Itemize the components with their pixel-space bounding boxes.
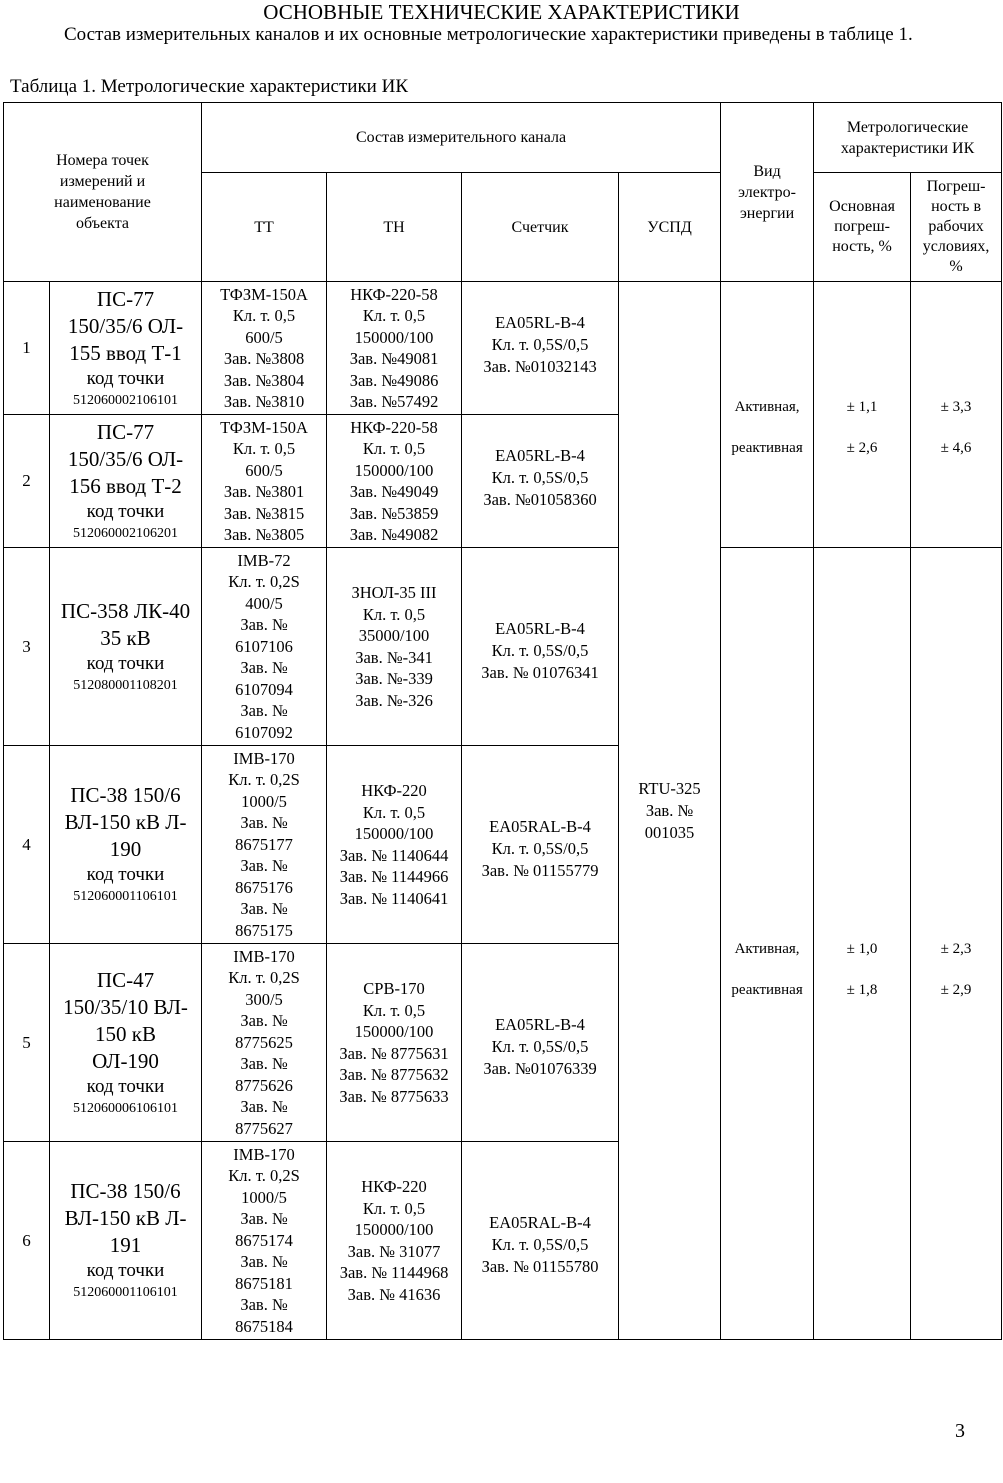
table-row (4, 282, 1002, 415)
point-code: 512060001106101 (73, 889, 178, 904)
code-label: код точки (86, 367, 165, 389)
uspd-cell: RTU-325 Зав. № 001035 (619, 282, 721, 1340)
tn-cell (327, 415, 462, 548)
line: Зав. №57492 (349, 392, 439, 411)
line: ПС-77 (96, 286, 155, 311)
code-label: код точки (86, 1260, 165, 1281)
row-number: 3 (4, 548, 50, 746)
line: Кл. т. 0,2S (228, 770, 300, 790)
object-name (50, 548, 202, 746)
point-code: 512060006106101 (73, 1100, 178, 1116)
line: Кл. т. 0,5 (232, 439, 296, 458)
line: 8775626 (235, 1075, 293, 1095)
line: 156 ввод Т-2 (69, 473, 182, 498)
line: Зав. № (240, 813, 288, 833)
line: Зав. №-326 (355, 690, 433, 710)
tt-cell (202, 746, 327, 944)
line: Зав. №01032143 (483, 357, 597, 376)
line: 150000/100 (354, 327, 434, 347)
line: Кл. т. 0,5S/0,5 (491, 839, 589, 858)
line: Зав. № (240, 1054, 288, 1074)
tn-cell (327, 1142, 462, 1340)
tn-cell (327, 746, 462, 944)
line: EA05RAL-B-4 (489, 817, 591, 836)
meter-cell (462, 1142, 619, 1340)
line: 191 (109, 1233, 142, 1257)
code-label: код точки (86, 1075, 165, 1097)
line: 8775625 (235, 1032, 293, 1052)
header-basic-error: Основная погреш-ность, % (814, 173, 911, 282)
object-name (50, 415, 202, 548)
point-code: 512060001106101 (73, 1285, 178, 1300)
meter-cell (462, 548, 619, 746)
row-number: 5 (4, 944, 50, 1142)
tt-cell (202, 415, 327, 548)
line: 150000/100 (354, 1220, 434, 1239)
line: НКФ-220-58 (350, 417, 438, 437)
line: ПС-38 150/6 (70, 783, 181, 807)
line: Зав. № 31077 (347, 1241, 441, 1261)
line: 1000/5 (241, 791, 287, 811)
line: 600/5 (245, 327, 283, 347)
working-error-cell: ± 3,3 ± 4,6 (911, 282, 1002, 548)
line: Зав. №49081 (349, 349, 439, 368)
tn-cell (327, 548, 462, 746)
line: EA05RL-B-4 (495, 446, 585, 465)
line: Зав. № 41636 (347, 1284, 441, 1304)
header-tn: ТН (327, 173, 462, 282)
row-number: 2 (4, 415, 50, 548)
line: Зав. №3801 (223, 482, 305, 501)
line: ТФЗМ-150А (220, 284, 308, 304)
line: Кл. т. 0,2S (228, 968, 300, 988)
basic-error-cell: ± 1,1 ± 2,6 (814, 282, 911, 548)
header-tt: ТТ (202, 173, 327, 282)
page-number: 3 (955, 1420, 965, 1442)
line: ПС-358 ЛК-40 (60, 598, 191, 623)
line: Кл. т. 0,5 (362, 306, 426, 325)
header-energy: Вид электро-энергии (721, 103, 814, 282)
line: 8675181 (235, 1273, 293, 1293)
line: EA05RL-B-4 (495, 619, 585, 638)
line: НКФ-220 (361, 1177, 427, 1196)
line: Зав. № (240, 1252, 288, 1272)
line: Зав. № (240, 899, 288, 919)
header-metrology: Метрологические характеристики ИК (814, 103, 1002, 173)
line: IMB-170 (233, 946, 295, 966)
line: ВЛ-150 кВ Л- (64, 810, 187, 834)
line: Зав. № 8775631 (339, 1043, 449, 1063)
line: 150/35/10 ВЛ- (63, 994, 188, 1019)
line: Зав. № 8775633 (339, 1086, 449, 1106)
point-code: 512060002106201 (73, 525, 178, 541)
intro-paragraph: Состав измерительных каналов и их основные метрологические характеристики приведены в таблице 1. (64, 24, 913, 45)
row-number: 6 (4, 1142, 50, 1340)
line: Зав. №3804 (223, 370, 305, 390)
line: 150000/100 (354, 824, 434, 843)
line: Зав. №3808 (223, 349, 305, 368)
line: Зав. № (240, 1295, 288, 1315)
code-label: код точки (86, 500, 165, 522)
line: Зав. № (240, 856, 288, 876)
line: Зав. №-341 (355, 647, 433, 667)
line: Зав. № (240, 1097, 288, 1117)
line: Зав. № 8775632 (339, 1065, 449, 1084)
table-caption: Таблица 1. Метрологические характеристики ИК (10, 76, 408, 97)
line: ТФЗМ-150А (220, 417, 308, 437)
page-title: ОСНОВНЫЕ ТЕХНИЧЕСКИЕ ХАРАКТЕРИСТИКИ (263, 0, 740, 24)
line: ПС-77 (96, 419, 155, 444)
line: Зав. №49082 (349, 525, 439, 544)
line: Кл. т. 0,5 (362, 1198, 426, 1218)
line: ВЛ-150 кВ Л- (64, 1206, 187, 1230)
line: 150000/100 (354, 1022, 434, 1041)
line: Зав. № 1144966 (339, 867, 449, 886)
line: Зав. №53859 (349, 503, 439, 523)
line: Зав. №3810 (223, 392, 305, 411)
line: ОЛ-190 (92, 1048, 159, 1073)
header-composition: Состав измерительного канала (202, 103, 721, 173)
tt-cell (202, 944, 327, 1142)
line: 8675184 (235, 1316, 293, 1336)
basic-error-cell: ± 1,0 ± 1,8 (814, 548, 911, 1340)
working-error-cell: ± 2,3 ± 2,9 (911, 548, 1002, 1340)
tt-cell (202, 548, 327, 746)
line: 300/5 (245, 989, 283, 1009)
tn-cell (327, 282, 462, 415)
line: Кл. т. 0,5 (362, 802, 426, 822)
object-name (50, 1142, 202, 1340)
header-meter: Счетчик (462, 173, 619, 282)
line: 155 ввод Т-1 (69, 340, 182, 365)
line: ПС-47 (96, 967, 155, 992)
code-label: код точки (86, 652, 165, 674)
row-number: 4 (4, 746, 50, 944)
line: Зав. №01058360 (483, 490, 597, 509)
line: 400/5 (245, 593, 283, 613)
table-row (4, 548, 1002, 746)
line: Зав. № (240, 701, 288, 721)
line: Зав. № 1144968 (339, 1263, 449, 1282)
row-number: 1 (4, 282, 50, 415)
tn-cell (327, 944, 462, 1142)
line: EA05RL-B-4 (495, 313, 585, 332)
line: СРВ-170 (363, 979, 425, 998)
line: Зав. №49086 (349, 370, 439, 390)
line: 190 (109, 837, 142, 861)
line: 600/5 (245, 460, 283, 480)
line: Кл. т. 0,5S/0,5 (491, 335, 589, 354)
line: Зав. №3815 (223, 503, 305, 523)
line: 6107092 (235, 722, 293, 742)
line: IMB-170 (233, 748, 295, 768)
metrology-table (3, 102, 1002, 1340)
line: Зав. №3805 (223, 525, 305, 544)
line: 8675176 (235, 877, 293, 897)
line: 150/35/6 ОЛ- (67, 313, 184, 338)
line: 35000/100 (358, 626, 430, 645)
line: 6107106 (235, 636, 293, 656)
tt-cell (202, 1142, 327, 1340)
line: 8675177 (235, 834, 293, 854)
line: НКФ-220 (361, 781, 427, 800)
line: Зав. № 01155779 (481, 861, 599, 880)
object-name (50, 282, 202, 415)
line: Кл. т. 0,5S/0,5 (491, 641, 589, 660)
energy-type-cell: Активная, реактивная (721, 548, 814, 1340)
line: Кл. т. 0,5 (362, 439, 426, 458)
meter-cell (462, 282, 619, 415)
line: Кл. т. 0,5S/0,5 (491, 1235, 589, 1254)
line: Зав. № 1140644 (339, 845, 449, 865)
object-name (50, 944, 202, 1142)
line: Кл. т. 0,5S/0,5 (491, 468, 589, 487)
line: 8675174 (235, 1230, 293, 1250)
line: ЗНОЛ-35 III (351, 583, 437, 602)
line: EA05RL-B-4 (495, 1015, 585, 1034)
line: ПС-38 150/6 (70, 1179, 181, 1203)
tt-cell (202, 282, 327, 415)
line: 8775627 (235, 1118, 293, 1138)
line: 1000/5 (241, 1187, 287, 1207)
energy-type-cell: Активная, реактивная (721, 282, 814, 548)
line: Кл. т. 0,5 (362, 604, 426, 624)
line: Зав. № 01155780 (481, 1257, 599, 1276)
line: 150 кВ (95, 1021, 156, 1046)
line: Кл. т. 0,5S/0,5 (491, 1037, 589, 1056)
line: 8675175 (235, 920, 293, 940)
line: EA05RAL-B-4 (489, 1213, 591, 1232)
meter-cell (462, 746, 619, 944)
line: Кл. т. 0,2S (228, 1166, 300, 1186)
code-label: код точки (86, 864, 165, 885)
line: Зав. № (240, 1209, 288, 1229)
header-point: Номера точек измерений и наименование объекта (4, 103, 202, 282)
line: 150000/100 (354, 460, 434, 480)
meter-cell (462, 944, 619, 1142)
line: Кл. т. 0,2S (228, 572, 300, 592)
header-uspd: УСПД (619, 173, 721, 282)
line: Зав. № (240, 1011, 288, 1031)
line: Кл. т. 0,5 (232, 306, 296, 325)
line: Зав. № (240, 615, 288, 635)
line: 150/35/6 ОЛ- (67, 446, 184, 471)
point-code: 512060002106101 (73, 392, 178, 408)
line: Зав. № 1140641 (339, 888, 449, 908)
line: Кл. т. 0,5 (362, 1000, 426, 1020)
line: IMB-72 (237, 550, 291, 570)
header-working-error: Погреш-ность в рабочих условиях, % (911, 173, 1002, 282)
line: 35 кВ (100, 625, 151, 650)
line: IMB-170 (233, 1144, 295, 1164)
line: Зав. № 01076341 (481, 663, 599, 682)
line: Зав. №01076339 (483, 1059, 597, 1078)
line: Зав. № (240, 658, 288, 678)
line: Зав. №49049 (349, 482, 439, 501)
object-name (50, 746, 202, 944)
line: 6107094 (235, 679, 293, 699)
meter-cell (462, 415, 619, 548)
line: Зав. №-339 (355, 669, 433, 688)
line: НКФ-220-58 (350, 284, 438, 304)
point-code: 512080001108201 (73, 677, 178, 693)
